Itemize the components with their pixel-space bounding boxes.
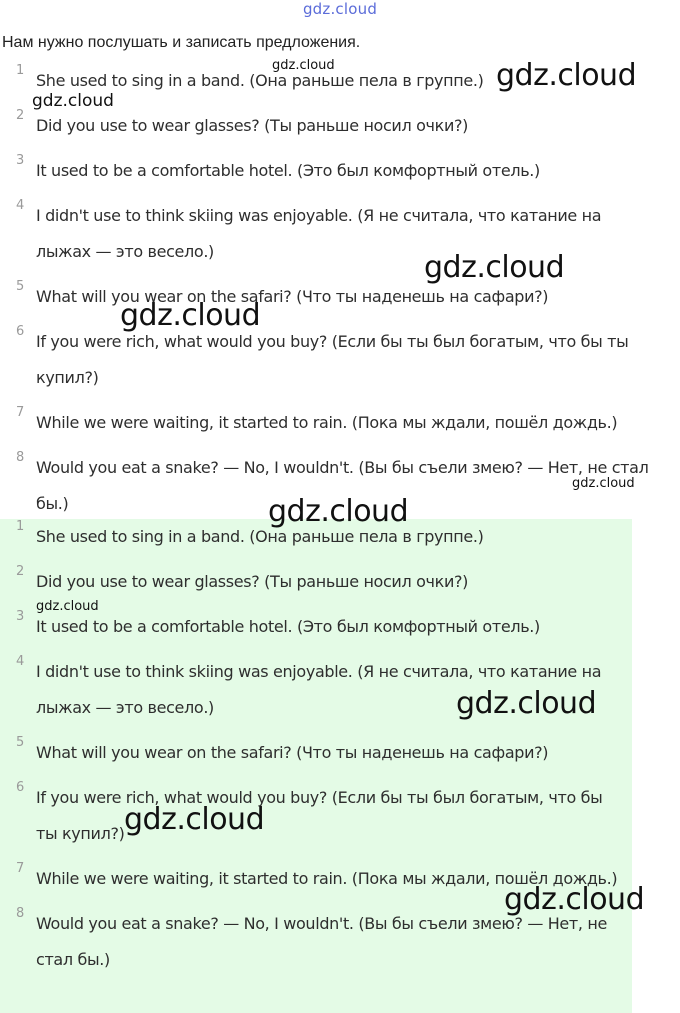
item-text: While we were waiting, it started to rain. (Пока мы ждали, пошёл дождь.) <box>36 869 618 888</box>
item-number: 4 <box>16 198 25 213</box>
item-number: 3 <box>16 153 25 168</box>
item-text: Did you use to wear glasses? (Ты раньше носил очки?) <box>36 572 469 591</box>
item-text: It used to be a comfortable hotel. (Это был комфортный отель.) <box>36 161 540 180</box>
list-item <box>0 324 680 396</box>
item-number: 8 <box>16 450 25 465</box>
watermark: gdz.cloud <box>32 91 114 111</box>
list-item <box>0 564 680 600</box>
item-number: 6 <box>16 324 25 339</box>
item-number: 3 <box>16 609 25 624</box>
watermark: gdz.cloud <box>572 476 635 491</box>
item-text: Would you eat a snake? — No, I wouldn't. (Вы бы съели змею? — Нет, не стал бы.) <box>36 914 607 969</box>
item-text: I didn't use to think skiing was enjoyable. (Я не считала, что катание на лыжах — это весело.) <box>36 662 602 717</box>
item-number: 5 <box>16 735 25 750</box>
item-text: What will you wear on the safari? (Что ты наденешь на сафари?) <box>36 743 549 762</box>
watermark: gdz.cloud <box>272 58 335 73</box>
item-number: 4 <box>16 654 25 669</box>
watermark: gdz.cloud <box>268 494 409 529</box>
item-number: 7 <box>16 861 25 876</box>
watermark: gdz.cloud <box>120 298 261 333</box>
item-text: She used to sing in a band. (Она раньше пела в группе.) <box>36 71 484 90</box>
item-number: 2 <box>16 108 25 123</box>
item-number: 5 <box>16 279 25 294</box>
item-text: Would you eat a snake? — No, I wouldn't. (Вы бы съели змею? — Нет, не стал бы.) <box>36 458 649 513</box>
item-number: 7 <box>16 405 25 420</box>
watermark: gdz.cloud <box>36 599 99 614</box>
item-text: She used to sing in a band. (Она раньше пела в группе.) <box>36 527 484 546</box>
item-text: Did you use to wear glasses? (Ты раньше носил очки?) <box>36 116 469 135</box>
sentence-list <box>0 63 680 531</box>
item-number: 1 <box>16 63 25 78</box>
item-number: 2 <box>16 564 25 579</box>
item-text: If you were rich, what would you buy? (Если бы ты был богатым, что бы ты купил?) <box>36 788 603 843</box>
watermark: gdz.cloud <box>124 802 265 837</box>
list-item <box>0 108 680 144</box>
item-text: What will you wear on the safari? (Что ты наденешь на сафари?) <box>36 287 549 306</box>
item-number: 8 <box>16 906 25 921</box>
list-item <box>0 405 680 441</box>
watermark: gdz.cloud <box>504 882 645 917</box>
list-item <box>0 279 680 315</box>
item-text: If you were rich, what would you buy? (Если бы ты был богатым, что бы ты купил?) <box>36 332 629 387</box>
list-item <box>0 198 680 270</box>
item-text: While we were waiting, it started to rain. (Пока мы ждали, пошёл дождь.) <box>36 413 618 432</box>
header-watermark: gdz.cloud <box>302 0 378 18</box>
item-number: 1 <box>16 519 25 534</box>
watermark: gdz.cloud <box>456 686 597 721</box>
item-number: 6 <box>16 780 25 795</box>
list-item <box>0 735 680 771</box>
watermark: gdz.cloud <box>424 250 565 285</box>
list-item <box>0 609 680 645</box>
list-item <box>0 780 680 852</box>
task-instruction: Нам нужно послушать и записать предложения. <box>2 34 361 51</box>
item-text: I didn't use to think skiing was enjoyable. (Я не считала, что катание на лыжах — это весело.) <box>36 206 602 261</box>
watermark: gdz.cloud <box>496 58 637 93</box>
item-text: It used to be a comfortable hotel. (Это был комфортный отель.) <box>36 617 540 636</box>
list-item <box>0 153 680 189</box>
